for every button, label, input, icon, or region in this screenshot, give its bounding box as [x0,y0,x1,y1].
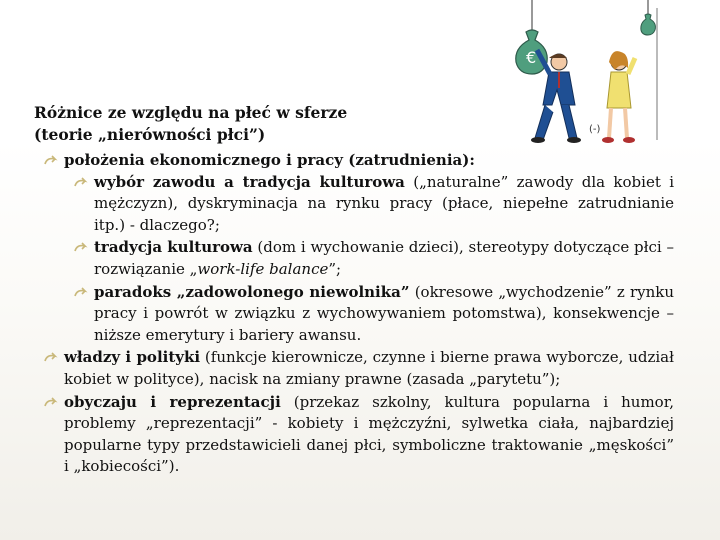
subitem-tradition-italic: work-life balance [197,259,329,278]
item-customs-text: (przekaz szkolny, kultura popularna i humor, problemy „reprezentacji” - kobiety i mężczyźni, sylwetka ciała, najbardziej popularne typy przedstawicieli danej płci, symboliczne traktowanie „męskości” i „kobiecości”). [64,392,674,476]
subitem-tradition-text: (dom i wychowanie dzieci), stereotypy dotyczące płci – rozwiązanie „ [94,238,674,278]
hook-bullet-icon [74,287,88,298]
woman-figure [602,51,635,143]
cartoon-illustration [497,0,675,145]
svg-text:€: € [526,48,537,67]
small-money-sack-icon [641,14,656,35]
subitem-job-choice-bold: wybór zawodu a tradycja kulturowa [94,172,405,191]
hook-bullet-icon [74,242,88,253]
hook-bullet-icon [44,397,58,408]
list-item-customs-representation [34,392,674,478]
money-sack-icon [516,30,547,74]
bullet-list [34,150,674,479]
title-line-1: Różnice ze względu na płeć w sferze [34,103,348,122]
subitem-tradition-bold: tradycja kulturowa [94,238,253,257]
list-subitem-job-choice [64,172,674,237]
subitem-job-choice-text: („naturalne” zawody dla kobiet i mężczyzn), dyskryminacja na rynku pracy (płace, niepełne zatrudnianie itp.) - dlaczego?; [94,172,674,234]
hook-bullet-icon [44,155,58,166]
item-customs-bold: obyczaju i reprezentacji [64,392,281,411]
subitem-tradition-end: ”; [328,259,342,278]
slide-title [34,102,364,146]
title-line-2: (teorie „nierówności płci”) [34,125,266,144]
hook-bullet-icon [44,352,58,363]
item-politics-text: (funkcje kierownicze, czynne i bierne prawa wyborcze, udział kobiet w polityce), nacisk na zmiany prawne (zasada „parytetu”); [64,348,674,388]
subitem-paradox-text: (okresowe „wychodzenie” z rynku pracy i powrót w związku z wychowywaniem potomstwa), konsekwencje – niższe emerytury i bariery awansu. [94,282,675,344]
list-subitem-paradox [64,282,674,347]
list-subitem-cultural-tradition [64,237,674,280]
list-item-economy [34,150,674,172]
list-item-power-politics [34,347,674,390]
item-economy-text: położenia ekonomicznego i pracy (zatrudnienia): [64,151,475,169]
item-politics-bold: władzy i polityki [64,348,201,367]
subitem-paradox-bold: paradoks „zadowolonego niewolnika” [94,282,410,301]
signature-mark: (-) [589,124,601,135]
hook-bullet-icon [74,177,88,188]
